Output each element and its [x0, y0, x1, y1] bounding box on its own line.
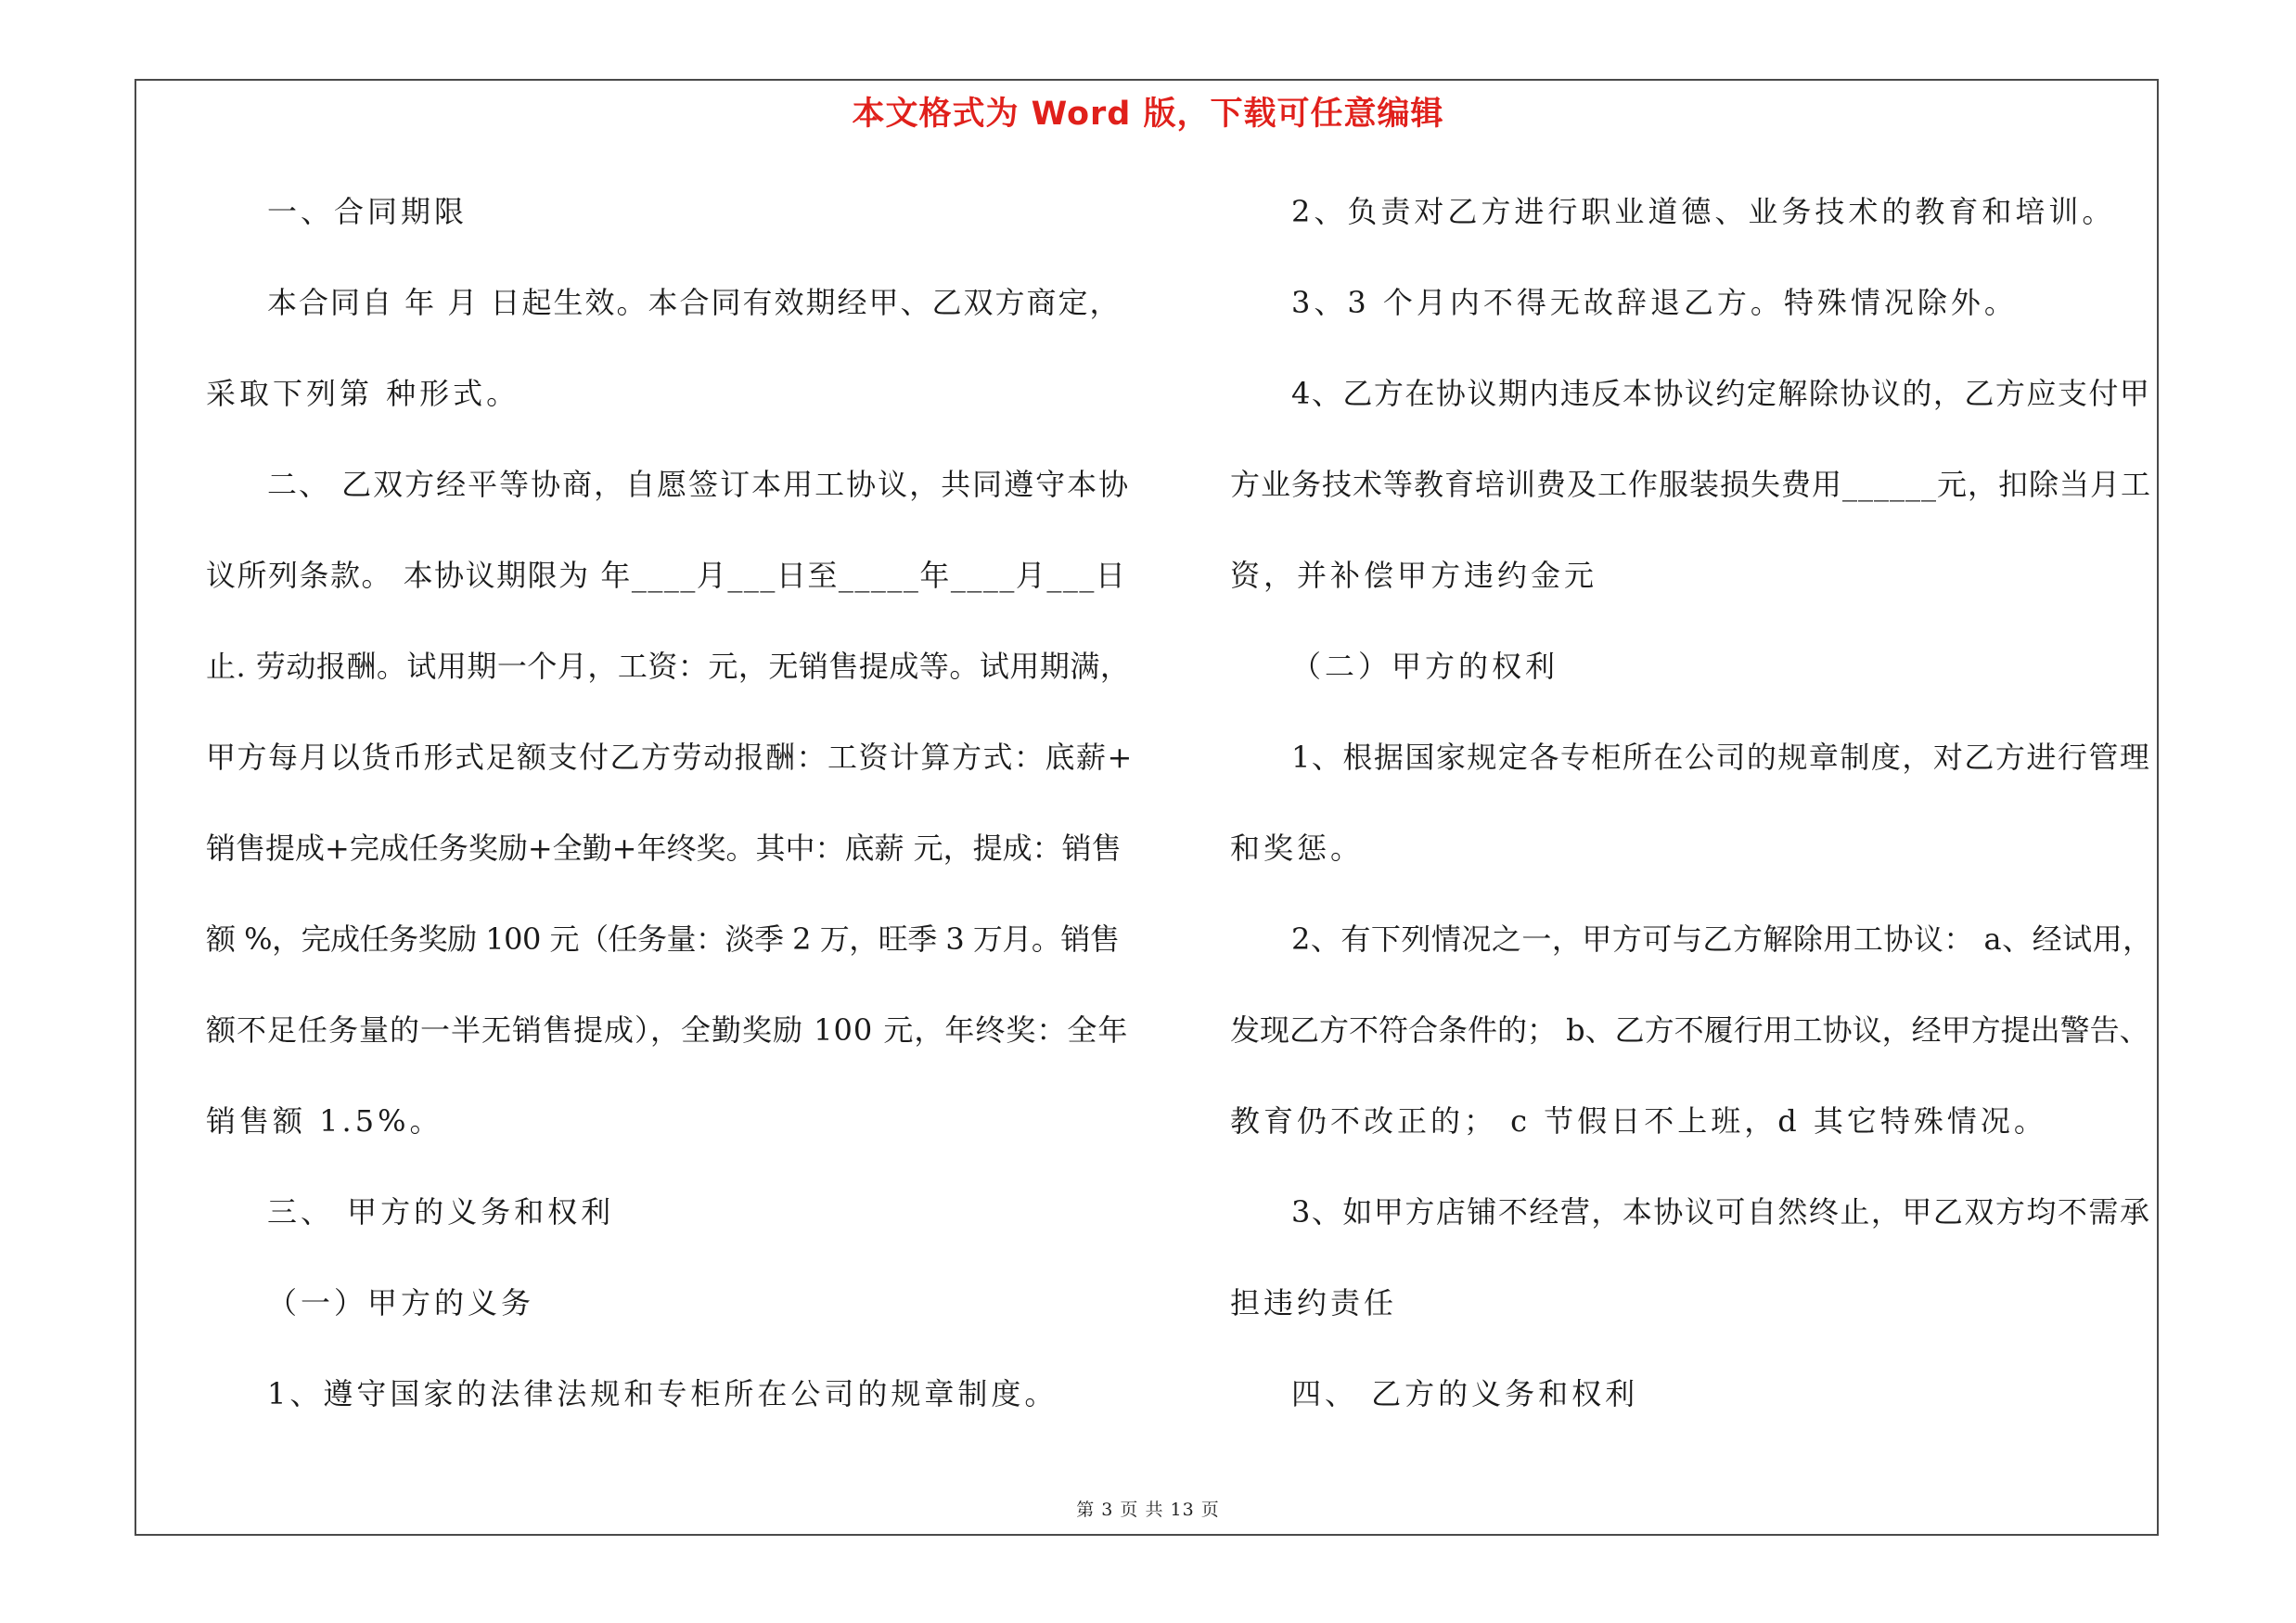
left-line-4: 二、 乙双方经平等协商，自愿签订本用工协议，共同遵守本协	[267, 467, 1131, 502]
right-line-4: 方业务技术等教育培训费及工作服装损失费用______元，扣除当月工	[1230, 467, 2152, 502]
right-line-5: 资，并补偿甲方违约金元	[1230, 558, 1598, 593]
left-line-8: 销售提成+完成任务奖励+全勤+年终奖。其中：底薪 元，提成：销售	[206, 831, 1122, 866]
document-banner: 本文格式为 Word 版，下载可任意编辑	[852, 96, 1444, 133]
left-line-2: 本合同自 年 月 日起生效。本合同有效期经甲、乙双方商定，	[267, 285, 1122, 320]
left-line-5: 议所列条款。 本协议期限为 年____月___日至_____年____月___日	[206, 558, 1127, 593]
left-line-7: 甲方每月以货币形式足额支付乙方劳动报酬：工资计算方式：底薪+	[206, 740, 1134, 775]
right-line-8: 和奖惩。	[1230, 831, 1365, 866]
right-line-6: （二）甲方的权利	[1291, 649, 1559, 684]
page-number-footer: 第 3 页 共 13 页	[1076, 1500, 1220, 1520]
left-line-10: 额不足任务量的一半无销售提成），全勤奖励 100 元，年终奖：全年	[206, 1012, 1129, 1048]
left-line-13: （一）甲方的义务	[267, 1285, 535, 1320]
right-line-14: 四、 乙方的义务和权利	[1291, 1376, 1639, 1411]
right-line-2: 3、3 个月内不得无故辞退乙方。特殊情况除外。	[1291, 285, 2018, 320]
right-line-12: 3、如甲方店铺不经营，本协议可自然终止，甲乙双方均不需承	[1291, 1194, 2151, 1230]
left-line-12: 三、 甲方的义务和权利	[267, 1194, 615, 1230]
right-line-10: 发现乙方不符合条件的； b、乙方不履行用工协议，经甲方提出警告、	[1230, 1012, 2149, 1048]
left-line-11: 销售额 1.5%。	[206, 1103, 443, 1139]
right-line-1: 2、负责对乙方进行职业道德、业务技术的教育和培训。	[1291, 194, 2116, 229]
right-line-9: 2、有下列情况之一，甲方可与乙方解除用工协议： a、经试用，	[1291, 921, 2153, 957]
left-line-9: 额 %，完成任务奖励 100 元（任务量：淡季 2 万，旺季 3 万月。销售	[206, 921, 1120, 957]
right-line-7: 1、根据国家规定各专柜所在公司的规章制度，对乙方进行管理	[1291, 740, 2151, 775]
right-line-13: 担违约责任	[1230, 1285, 1398, 1320]
left-line-3: 采取下列第 种形式。	[206, 376, 520, 411]
right-line-11: 教育仍不改正的； c 节假日不上班，d 其它特殊情况。	[1230, 1103, 2047, 1139]
right-line-3: 4、乙方在协议期内违反本协议约定解除协议的，乙方应支付甲	[1291, 376, 2151, 411]
left-line-6: 止. 劳动报酬。试用期一个月，工资：元，无销售提成等。试用期满，	[206, 649, 1131, 684]
left-line-1: 一、合同期限	[267, 194, 468, 229]
left-line-14: 1、遵守国家的法律法规和专柜所在公司的规章制度。	[267, 1376, 1058, 1411]
